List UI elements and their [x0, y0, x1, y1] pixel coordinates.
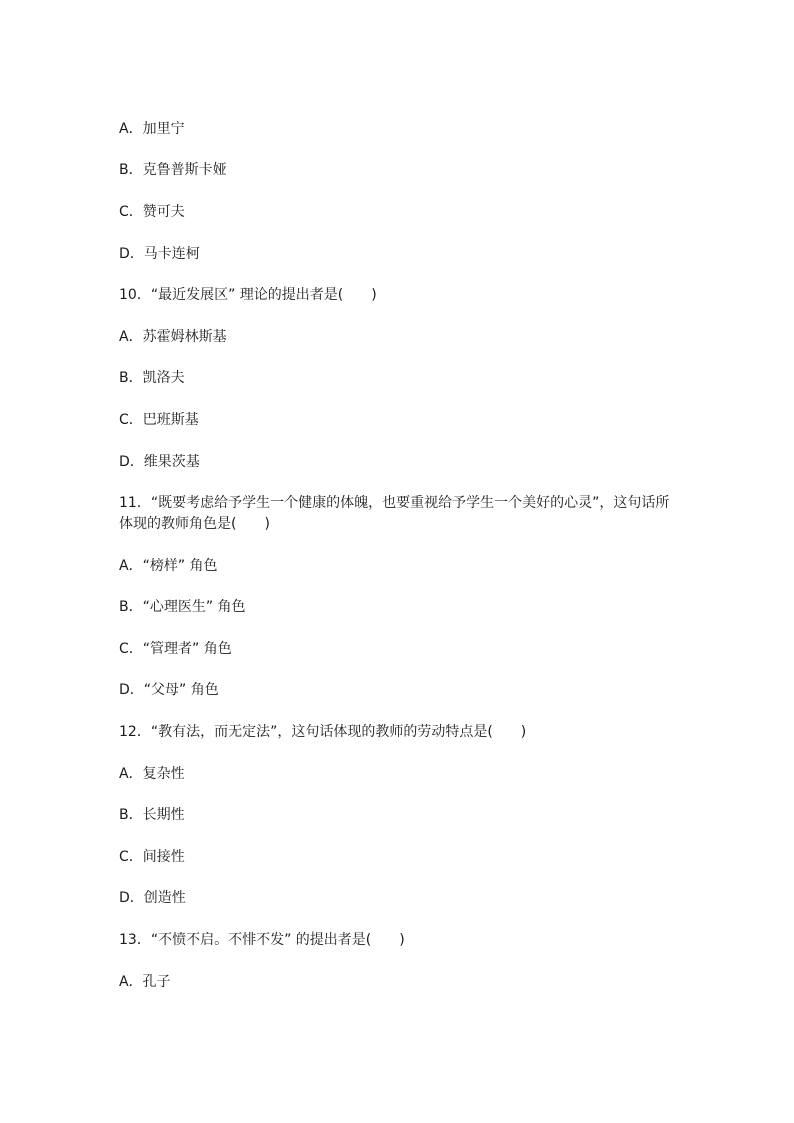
q9-option-c: C．赞可夫	[119, 204, 185, 220]
q9-option-a: A．加里宁	[119, 121, 185, 137]
q12-option-d: D．创造性	[119, 890, 186, 906]
q13-stem: 13．“不愤不启。不悱不发” 的提出者是( )	[119, 932, 405, 948]
q11-stem-line2: 体现的教师角色是( )	[119, 516, 270, 532]
q10-option-c: C．巴班斯基	[119, 412, 199, 428]
q12-option-a: A．复杂性	[119, 766, 185, 782]
q12-option-c: C．间接性	[119, 849, 185, 865]
q11-option-c: C．“管理者” 角色	[119, 641, 232, 657]
q12-option-b: B．长期性	[119, 807, 185, 823]
q11-stem-line1: 11．“既要考虑给予学生一个健康的体魄，也要重视给予学生一个美好的心灵”，这句话所	[119, 495, 670, 511]
q9-option-b: B．克鲁普斯卡娅	[119, 162, 227, 178]
q11-option-d: D．“父母” 角色	[119, 682, 219, 698]
q10-option-d: D．维果茨基	[119, 454, 200, 470]
q13-option-a: A．孔子	[119, 974, 171, 990]
q11-option-b: B．“心理医生” 角色	[119, 599, 246, 615]
q9-option-d: D．马卡连柯	[119, 246, 200, 262]
q10-option-a: A．苏霍姆林斯基	[119, 329, 227, 345]
q11-option-a: A．“榜样” 角色	[119, 558, 218, 574]
q10-stem: 10．“最近发展区” 理论的提出者是( )	[119, 287, 377, 303]
q12-stem: 12．“教有法，而无定法”，这句话体现的教师的劳动特点是( )	[119, 724, 527, 740]
q10-option-b: B．凯洛夫	[119, 370, 185, 386]
